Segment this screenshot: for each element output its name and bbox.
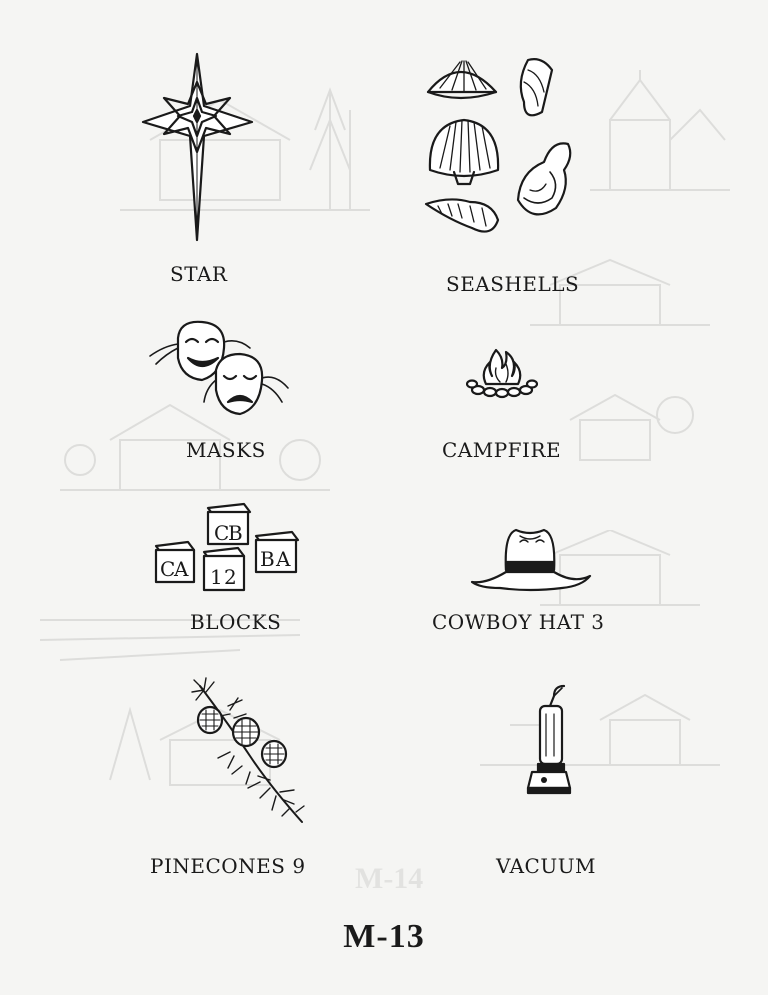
theater-masks-icon bbox=[146, 318, 296, 428]
item-label: PINECONES 9 bbox=[150, 854, 306, 878]
block-letter: C bbox=[214, 521, 230, 545]
campfire-icon bbox=[466, 346, 538, 402]
item-label: CAMPFIRE bbox=[442, 438, 562, 462]
show-through-artwork bbox=[560, 390, 700, 480]
block-letter: A bbox=[276, 547, 291, 571]
show-through-artwork bbox=[530, 255, 710, 345]
block-letter: A bbox=[174, 557, 189, 581]
item-label: STAR bbox=[170, 262, 228, 286]
show-through-sheet-code: M-14 bbox=[355, 862, 424, 895]
item-label: COWBOY HAT 3 bbox=[432, 610, 605, 634]
show-through-artwork bbox=[480, 690, 720, 800]
pinecone-branch-icon bbox=[190, 676, 310, 826]
alphabet-blocks-icon bbox=[152, 500, 302, 596]
item-label: VACUUM bbox=[496, 854, 597, 878]
seashells-icon bbox=[420, 52, 580, 252]
item-label: SEASHELLS bbox=[446, 272, 580, 296]
block-letter: B bbox=[260, 547, 275, 571]
block-letter: 2 bbox=[224, 565, 237, 589]
cowboy-hat-icon bbox=[470, 526, 592, 596]
block-letter: 1 bbox=[210, 565, 223, 589]
sheet-code: M-13 bbox=[343, 918, 425, 955]
vacuum-icon bbox=[524, 684, 574, 796]
star-icon bbox=[140, 52, 255, 242]
block-letter: C bbox=[160, 557, 176, 581]
item-label: BLOCKS bbox=[190, 610, 282, 634]
show-through-artwork bbox=[590, 70, 730, 210]
block-letter: B bbox=[228, 521, 243, 545]
item-label: MASKS bbox=[186, 438, 266, 462]
